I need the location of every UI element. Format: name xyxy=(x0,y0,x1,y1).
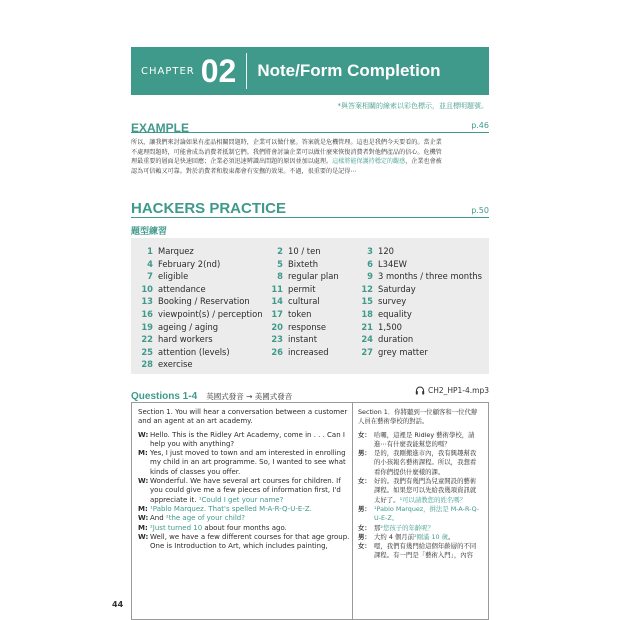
line-text: 那 xyxy=(374,523,381,532)
answer-number: 3 xyxy=(367,246,373,256)
practice-header xyxy=(131,198,489,218)
answer-text: L34EW xyxy=(378,258,407,269)
transcript-line xyxy=(138,431,346,440)
transcript-line xyxy=(358,468,486,477)
answer-number: 17 xyxy=(271,309,283,319)
answer-number: 14 xyxy=(271,296,283,307)
line-text: kinds of classes you offer. xyxy=(150,467,241,476)
audio-file[interactable] xyxy=(415,386,489,395)
answer-item xyxy=(139,284,206,294)
page-number: 44 xyxy=(112,600,124,609)
transcript-line xyxy=(138,417,346,426)
transcript-english xyxy=(138,408,350,551)
answer-number: 8 xyxy=(277,271,283,282)
line-text: One is Introduction to Art, which includes painting, xyxy=(150,542,328,551)
answer-text: increased xyxy=(288,346,329,357)
example-line xyxy=(131,157,489,167)
example-line: 所以，讓我們來討論如果有產品相關問題時，企業可以做什麼。答案就是危機管理。這也是我們今天要看的。當企業 xyxy=(131,139,442,146)
answer-number: 10 xyxy=(141,283,153,294)
answer-text: 120 xyxy=(378,246,394,256)
answer-item xyxy=(359,296,406,306)
speaker-label: 男： xyxy=(358,449,371,458)
answer-text: 1,500 xyxy=(378,321,402,332)
answer-text: 3 months / three months xyxy=(378,271,483,282)
answer-number: 25 xyxy=(141,346,153,357)
line-text: And xyxy=(150,514,166,523)
transcript-line xyxy=(358,496,486,505)
example-heading: EXAMPLE xyxy=(131,121,190,135)
questions-title: Questions 1-4 xyxy=(131,391,198,402)
transcript-line xyxy=(138,505,346,514)
answer-number: 12 xyxy=(361,283,373,294)
transcript-line xyxy=(138,440,346,449)
clue-text: ²剛滿 10 歲 xyxy=(414,532,449,541)
answer-text: instant xyxy=(288,334,318,345)
answer-text: Saturday xyxy=(378,283,416,294)
answer-number: 13 xyxy=(141,296,153,307)
answer-number: 26 xyxy=(271,346,283,357)
example-paragraph xyxy=(131,138,489,176)
clue-text: ¹Pablo Marquez，拼法是 M-A-R-Q- xyxy=(374,504,480,513)
speaker-label: W: xyxy=(138,514,149,523)
line-text: 好的。我們有幾門為兒童開設的藝術 xyxy=(374,477,477,486)
transcript-line xyxy=(138,449,346,458)
answer-item xyxy=(271,347,329,357)
transcript-line xyxy=(138,514,346,523)
answer-number: 21 xyxy=(361,321,373,332)
questions-header xyxy=(131,384,489,400)
line-text: 是的，我剛搬進市內，我有興趣幫我 xyxy=(374,449,477,458)
transcript-line xyxy=(138,542,346,551)
speaker-label: W: xyxy=(138,477,149,486)
transcript-line xyxy=(138,477,346,486)
answer-item xyxy=(359,334,413,344)
answer-text: equality xyxy=(378,309,412,319)
answer-item xyxy=(271,271,339,281)
line-text: 。 xyxy=(448,532,455,541)
answer-text: hard workers xyxy=(158,334,213,345)
answer-item xyxy=(359,322,402,332)
answer-number: 27 xyxy=(361,346,373,357)
clue-text: ²您孩子的年齡呢？ xyxy=(380,523,435,532)
answer-number: 28 xyxy=(141,359,153,370)
chapter-title: Note/Form Completion xyxy=(257,61,441,80)
answer-text: Bixteth xyxy=(288,258,319,269)
chapter-label: CHAPTER xyxy=(141,65,195,77)
answer-number: 4 xyxy=(147,258,153,269)
answer-item xyxy=(271,259,318,269)
practice-page-ref: p.50 xyxy=(471,206,489,215)
clue-text: ²the age of your child? xyxy=(165,514,245,523)
answer-item xyxy=(139,359,193,369)
drill-label: 題型練習 xyxy=(131,227,168,237)
answer-text: duration xyxy=(378,334,414,345)
answer-item xyxy=(139,246,194,256)
example-line: 認為可信賴又可靠。對於消費者和股東都會有安撫的效果。不過，很重要的是記得⋯ xyxy=(131,167,357,175)
transcript-line xyxy=(358,524,486,533)
line-text: about four months ago. xyxy=(202,523,287,532)
line-text: Yes, I just moved to town and am interested in enrolling xyxy=(150,449,346,458)
line-text: Section 1. You will hear a conversation between a customer xyxy=(138,408,348,416)
example-page-ref: p.46 xyxy=(471,121,489,130)
answer-text: viewpoint(s) / perception xyxy=(158,309,263,319)
transcript-line xyxy=(358,514,486,523)
answer-text: ageing / aging xyxy=(158,321,219,332)
chapter-number: 02 xyxy=(200,52,237,89)
line-text: 看你們提供什麼樣的課。 xyxy=(374,467,445,476)
answer-item xyxy=(359,246,394,256)
answer-number: 2 xyxy=(277,246,283,256)
clue-note: *與答案相關的線索以彩色標示，並且標明題號。 xyxy=(337,102,488,110)
answer-number: 16 xyxy=(141,309,153,319)
answer-item xyxy=(359,259,407,269)
answer-number: 20 xyxy=(271,321,283,332)
answer-key xyxy=(131,238,489,374)
answer-text: permit xyxy=(288,283,316,294)
transcript-line xyxy=(138,532,350,542)
line-text: 課程。如果您可以先給我幾項資訊就 xyxy=(374,486,477,495)
answer-number: 1 xyxy=(147,246,153,256)
transcript-line xyxy=(358,431,486,440)
clue-text: ¹可以請教您的姓名嗎？ xyxy=(399,495,467,504)
answer-item xyxy=(271,246,321,256)
transcript-line xyxy=(138,524,346,533)
answer-text: February 2(nd) xyxy=(158,258,221,269)
transcript-line xyxy=(358,477,486,486)
answer-item xyxy=(139,334,213,344)
answer-number: 6 xyxy=(367,258,373,269)
example-highlight: 這樣將能保護持穩定的觀感 xyxy=(332,158,406,165)
transcript-line xyxy=(138,496,346,505)
answer-item xyxy=(139,347,230,357)
answer-text: exercise xyxy=(158,359,193,370)
speaker-label: 男： xyxy=(358,532,371,541)
answer-number: 19 xyxy=(141,321,153,332)
answer-number: 5 xyxy=(277,258,283,269)
answer-number: 24 xyxy=(361,334,373,345)
clue-text: ²Just turned 10 xyxy=(150,523,203,532)
line-text: Wonderful. We have several art courses for children. If xyxy=(150,477,341,486)
answer-number: 7 xyxy=(147,271,153,282)
transcript-table xyxy=(131,402,489,620)
answer-item xyxy=(139,296,250,306)
answer-text: Booking / Reservation xyxy=(158,296,250,307)
answer-number: 15 xyxy=(361,296,373,307)
transcript-line xyxy=(138,468,346,477)
line-text: Well, we have a few different courses for that age group. xyxy=(150,532,350,541)
transcript-line xyxy=(138,458,346,467)
speaker-label: 女： xyxy=(358,542,371,551)
clue-text: ¹Pablo Marquez. That's spelled M-A-R-Q-U-E-Z. xyxy=(150,504,312,513)
speaker-label: M: xyxy=(138,523,148,532)
speaker-label: 男： xyxy=(358,504,371,513)
speaker-label: 女： xyxy=(358,523,371,532)
transcript-line xyxy=(358,486,486,495)
line-text: help you with anything? xyxy=(150,439,235,448)
example-line: 不處理問題時，可能會成為消費者抵制它們。我們將會討論企業可以做什麼來恢復消費者對他們產品的信心。危機管 xyxy=(131,148,442,156)
answer-item xyxy=(139,271,188,281)
speaker-label: W: xyxy=(138,430,149,439)
example-line-text: 理最重要的層面是快速回應；企業必須迅速辨識出問題的原因並加以處理。 xyxy=(131,158,333,165)
answer-item xyxy=(359,284,416,294)
answer-item xyxy=(139,259,220,269)
answer-item xyxy=(271,284,316,294)
answer-item xyxy=(271,334,317,344)
answer-text: survey xyxy=(378,296,407,307)
transcript-line xyxy=(358,408,486,417)
transcript-line xyxy=(358,440,486,449)
line-text: 嗯，我們有幾門給這個年齡層的不同 xyxy=(374,542,477,551)
answer-item xyxy=(139,322,218,332)
column-divider xyxy=(352,403,353,619)
answer-number: 9 xyxy=(367,271,373,282)
answer-item xyxy=(359,347,428,357)
transcript-line xyxy=(358,458,486,467)
transcript-chinese xyxy=(358,408,486,561)
line-text: and an agent at an art academy. xyxy=(138,417,253,426)
line-text: 的小孩報名藝術課程。所以，我想看 xyxy=(374,458,477,467)
line-text: Hello. This is the Ridley Art Academy, come in . . . Can I xyxy=(150,430,345,439)
transcript-line xyxy=(358,417,486,426)
answer-text: regular plan xyxy=(288,271,339,282)
line-text: 課程。有一門是「藝術入門」，內容 xyxy=(374,551,474,560)
accent-note: 英國式發音 → 美國式發音 xyxy=(206,392,293,401)
line-text: 太好了。 xyxy=(374,495,400,504)
transcript-line xyxy=(358,533,486,542)
answer-number: 22 xyxy=(141,334,153,345)
answer-item xyxy=(271,296,320,306)
line-text: appreciate it. xyxy=(150,495,199,504)
answer-text: grey matter xyxy=(378,346,428,357)
speaker-label: W: xyxy=(138,532,149,541)
answer-text: eligible xyxy=(158,271,189,282)
transcript-line xyxy=(358,551,486,560)
speaker-label: 女： xyxy=(358,477,371,486)
headphones-icon xyxy=(415,386,425,395)
answer-item xyxy=(271,322,326,332)
line-text: Section 1．你將聽到一位顧客和一位代辦 xyxy=(358,408,478,416)
speaker-label: M: xyxy=(138,449,148,458)
clue-text: ¹Could I get your name? xyxy=(198,495,284,504)
example-line-text: ，企業也會被 xyxy=(405,158,442,165)
transcript-line xyxy=(138,486,346,495)
answer-text: token xyxy=(288,309,312,319)
answer-number: 18 xyxy=(361,309,373,319)
answer-item xyxy=(139,309,263,319)
answer-text: 10 / ten xyxy=(288,246,321,256)
answer-number: 23 xyxy=(271,334,283,345)
banner-divider xyxy=(246,53,247,89)
answer-item xyxy=(359,309,412,319)
answer-text: cultural xyxy=(288,296,320,307)
line-text: 人員在藝術學校的對話。 xyxy=(358,417,429,426)
answer-text: attention (levels) xyxy=(158,346,230,357)
line-text: 哈囉，這裡是 Ridley 藝術學校，請 xyxy=(374,430,475,439)
answer-text: response xyxy=(288,321,327,332)
audio-filename: CH2_HP1-4.mp3 xyxy=(427,386,489,395)
answer-item xyxy=(271,309,311,319)
speaker-label: 女： xyxy=(358,430,371,439)
practice-heading: HACKERS PRACTICE xyxy=(131,200,287,217)
clue-text: U-E-Z。 xyxy=(374,514,399,523)
chapter-banner xyxy=(131,47,489,95)
answer-text: Marquez xyxy=(158,246,194,256)
example-header xyxy=(131,117,489,133)
line-text: my child in an art programme. So, I wanted to see what xyxy=(150,458,346,467)
answer-number: 11 xyxy=(271,283,283,294)
transcript-line xyxy=(138,408,346,417)
line-text: 大約 4 個月前 xyxy=(374,532,415,541)
line-text: 進⋯有什麼我能幫您的嗎？ xyxy=(374,439,451,448)
answer-text: attendance xyxy=(158,283,206,294)
speaker-label: M: xyxy=(138,504,148,513)
line-text: you could give me a few pieces of information first, I'd xyxy=(150,486,341,495)
answer-item xyxy=(359,271,482,281)
transcript-line xyxy=(358,505,486,514)
